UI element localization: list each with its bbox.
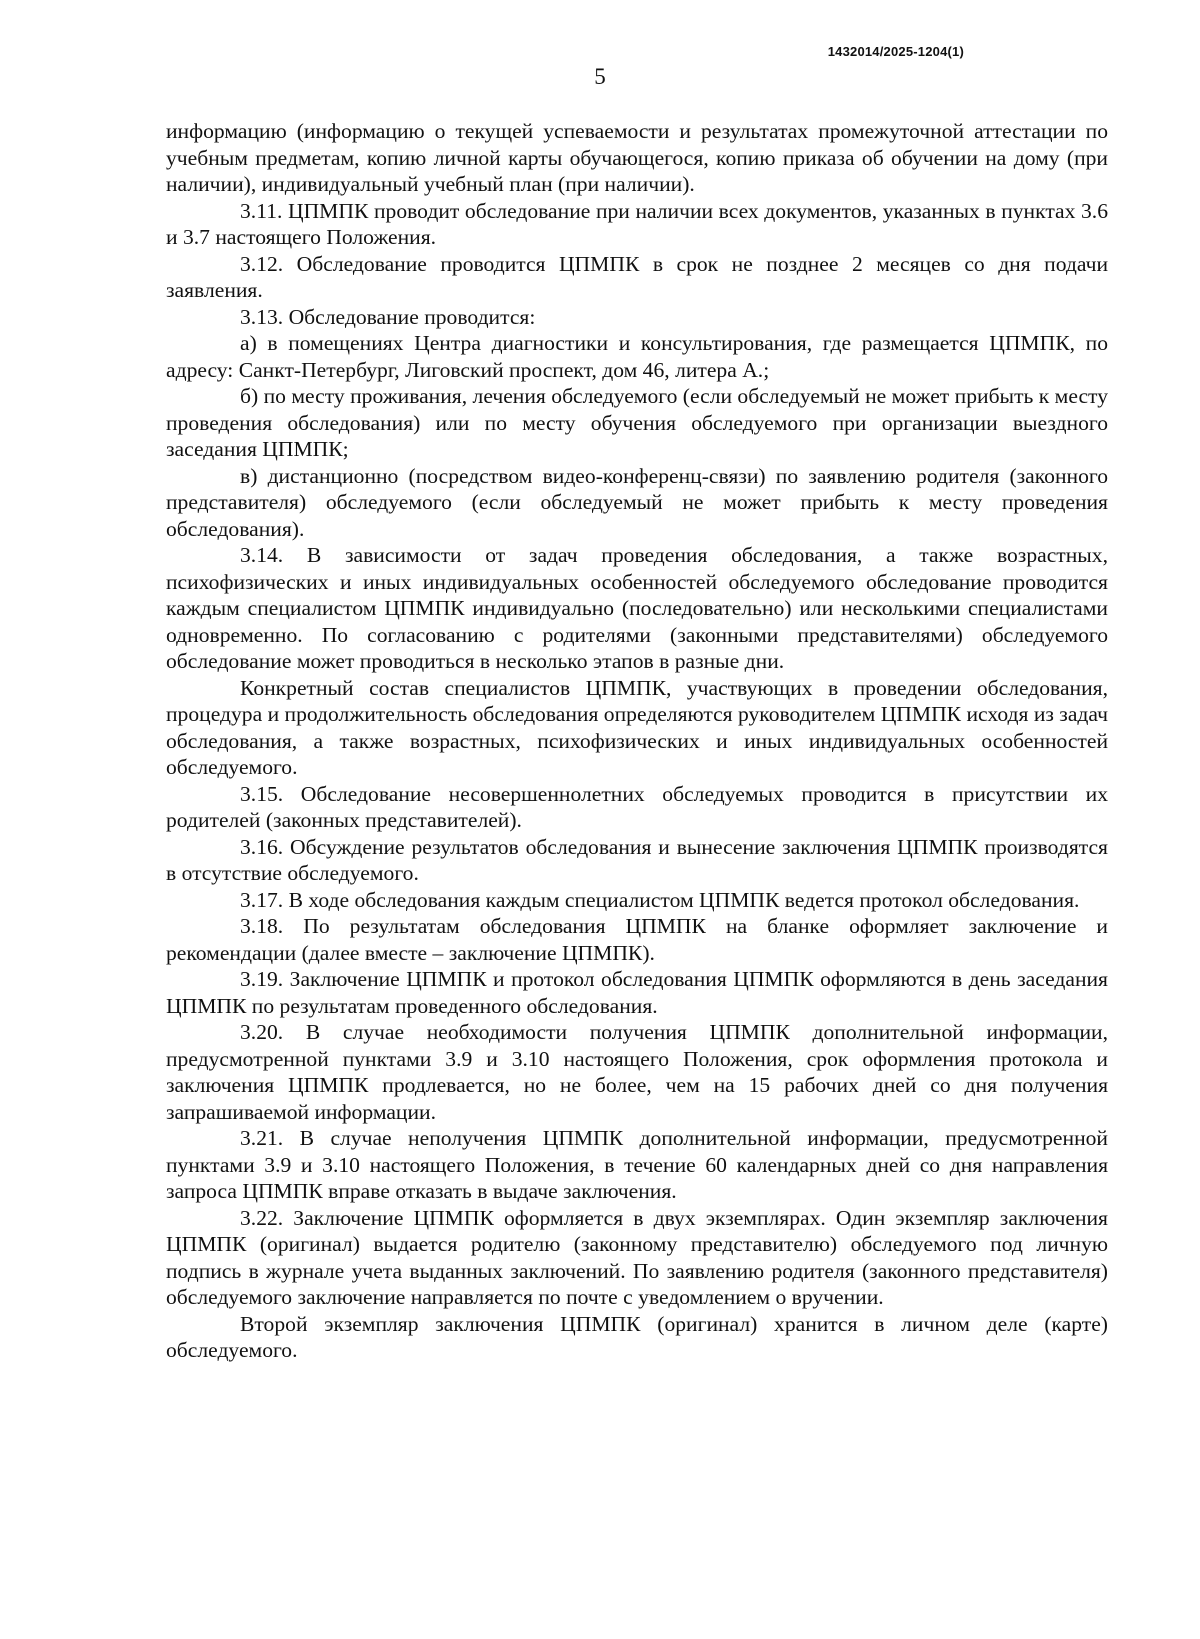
paragraph-3-11: 3.11. ЦПМПК проводит обследование при наличии всех документов, указанных в пунктах 3.6 и 3.7 настоящего Положения. (166, 198, 1108, 249)
paragraph-3-16: 3.16. Обсуждение результатов обследования и вынесение заключения ЦПМПК производятся в отсутствие обследуемого. (166, 834, 1108, 885)
document-number: 1432014/2025-1204(1) (827, 44, 964, 59)
paragraph-3-14-specialists: Конкретный состав специалистов ЦПМПК, участвующих в проведении обследования, процедура и продолжительность обследования определяются руководителем ЦПМПК исходя из задач обследования, а также возрастных, психофизических и иных индивидуальных особенностей обследуемого. (166, 675, 1108, 779)
paragraph-3-13-b: б) по месту проживания, лечения обследуемого (если обследуемый не может прибыть к месту проведения обследования) или по месту обучения обследуемого при организации выездного заседания ЦПМПК; (166, 384, 1108, 461)
paragraph-3-19: 3.19. Заключение ЦПМПК и протокол обследования ЦПМПК оформляются в день заседания ЦПМПК по результатам проведенного обследования. (166, 967, 1108, 1018)
paragraph-3-17: 3.17. В ходе обследования каждым специалистом ЦПМПК ведется протокол обследования. (240, 887, 1080, 912)
paragraph-3-18: 3.18. По результатам обследования ЦПМПК на бланке оформляет заключение и рекомендации (далее вместе – заключение ЦПМПК). (166, 914, 1108, 965)
paragraph-continuation: информацию (информацию о текущей успеваемости и результатах промежуточной аттестации по учебным предметам, копию личной карты обучающегося, копию приказа об обучении на дому (при наличии), индивидуальный учебный план (при наличии). (166, 119, 1108, 196)
document-body (166, 118, 1108, 1364)
paragraph-3-21: 3.21. В случае неполучения ЦПМПК дополнительной информации, предусмотренной пунктами 3.9 и 3.10 настоящего Положения, в течение 60 календарных дней со дня направления запроса ЦПМПК вправе отказать в выдаче заключения. (166, 1126, 1108, 1203)
paragraph-3-20: 3.20. В случае необходимости получения ЦПМПК дополнительной информации, предусмотренной пунктами 3.9 и 3.10 настоящего Положения, срок оформления протокола и заключения ЦПМПК продлевается, но не более, чем на 15 рабочих дней со дня получения запрашиваемой информации. (166, 1020, 1108, 1124)
paragraph-3-22-second-copy: Второй экземпляр заключения ЦПМПК (оригинал) хранится в личном деле (карте) обследуемого. (166, 1311, 1108, 1362)
paragraph-3-12: 3.12. Обследование проводится ЦПМПК в срок не позднее 2 месяцев со дня подачи заявления. (166, 251, 1108, 302)
paragraph-3-14: 3.14. В зависимости от задач проведения обследования, а также возрастных, психофизических и иных индивидуальных особенностей обследуемого обследование проводится каждым специалистом ЦПМПК индивидуально (последовательно) или несколькими специалистами одновременно. По согласованию с родителями (законными представителями) обследуемого обследование может проводиться в несколько этапов в разные дни. (166, 543, 1108, 673)
paragraph-3-15: 3.15. Обследование несовершеннолетних обследуемых проводится в присутствии их родителей (законных представителей). (166, 781, 1108, 832)
paragraph-3-13: 3.13. Обследование проводится: (240, 304, 536, 329)
paragraph-3-13-v: в) дистанционно (посредством видео-конференц-связи) по заявлению родителя (законного представителя) обследуемого (если обследуемый не может прибыть к месту проведения обследования). (166, 463, 1108, 541)
page-number: 5 (594, 64, 606, 89)
paragraph-3-13-a: а) в помещениях Центра диагностики и консультирования, где размещается ЦПМПК, по адресу: Санкт-Петербург, Лиговский проспект, дом 46, литера А.; (166, 331, 1108, 382)
paragraph-3-22: 3.22. Заключение ЦПМПК оформляется в двух экземплярах. Один экземпляр заключения ЦПМПК (оригинал) выдается родителю (законному представителю) обследуемого под личную подпись в журнале учета выданных заключений. По заявлению родителя (законного представителя) обследуемого заключение направляется по почте с уведомлением о вручении. (166, 1205, 1108, 1309)
